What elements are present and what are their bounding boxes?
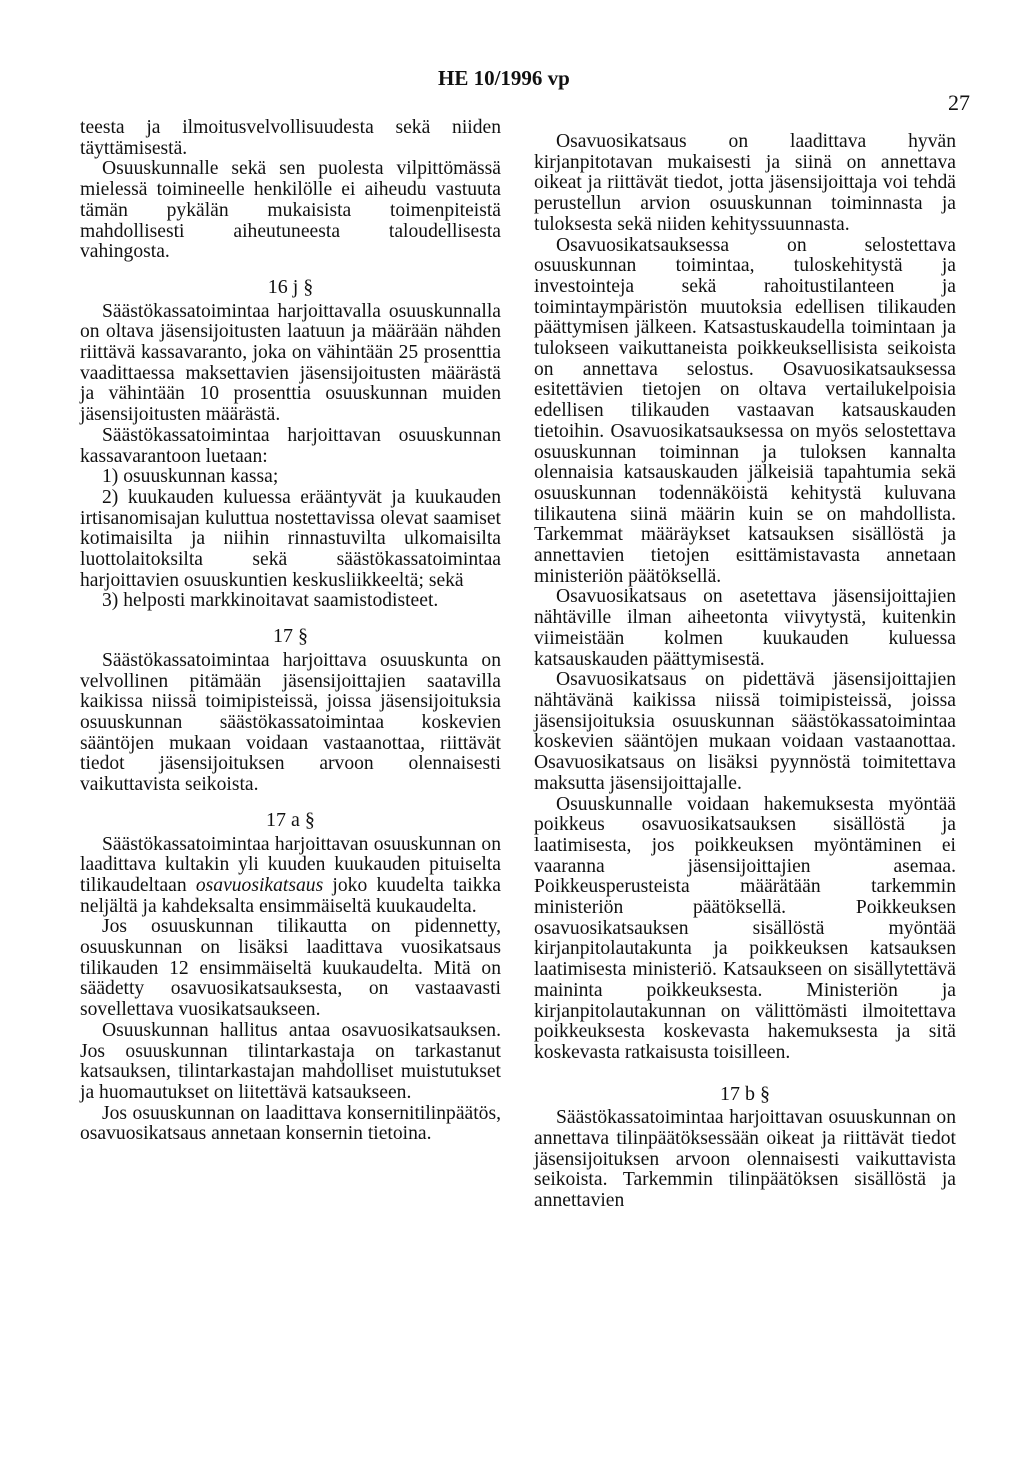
paragraph: Jos osuuskunnan on laadittava konsernitilinpäätös, osavuosikatsaus annetaan konsernin tietoina. <box>80 1102 501 1145</box>
paragraph: Osavuosikatsaus on pidettävä jäsensijoittajien nähtävänä kaikissa niissä toimipisteissä, joissa jäsensijoituksia osuuskunnan säästökassatoimintaa koskevien sääntöjen mukaan voidaan vastaanottaa. Osavuosikatsaus on lisäksi pyynnöstä toimitettava maksutta jäsensijoittajalle. <box>534 669 956 794</box>
section-heading-17b: 17 b § <box>720 1082 770 1105</box>
paragraph: Säästökassatoimintaa harjoittavalla osuuskunnalla on oltava jäsensijoitusten laatuun ja määrään nähden riittävä kassavaranto, joka on vähintään 25 prosenttia vaadittaessa maksettavien jäsensijoitusten määrästä ja vähintään 10 prosenttia osuuskunnan muiden jäsensijoitusten määrästä. <box>80 300 501 426</box>
page-number: 27 <box>948 90 970 115</box>
list-item: 2) kuukauden kuluessa erääntyvät ja kuukauden irtisanomisajan kuluttua nostettavissa olevat saamiset kotimaisilta ja niihin rinnastuvilta ulkomaisilta luottolaitoksilta sekä säästökassatoimintaa harjoittavien osuuskuntien keskusliikkeeltä; sekä <box>80 486 501 591</box>
paragraph: Osavuosikatsaus on laadittava hyvän kirjanpitotavan mukaisesti ja siinä on annettava oikeat ja riittävät tiedot, jotta jäsensijoittaja voi tehdä perustellun arvion osuuskunnan toiminnasta ja tuloksesta sekä niiden kehityssuunnasta. <box>534 131 956 235</box>
document-title: HE 10/1996 vp <box>438 66 570 90</box>
paragraph: Osuuskunnalle sekä sen puolesta vilpittömässä mielessä toimineelle henkilölle ei aiheudu vastuuta tämän pykälän mukaisista toimenpiteistä mahdollisesti aiheutuneesta taloudellisesta vahingosta. <box>80 158 501 263</box>
left-column <box>80 118 501 1145</box>
paragraph: teesta ja ilmoitusvelvollisuudesta sekä niiden täyttämisestä. <box>80 117 501 159</box>
paragraph: Jos osuuskunnan tilikautta on pidennetty, osuuskunnan on lisäksi laadittava vuosikatsaus tilikauden 12 ensimmäiseltä kuukaudelta. Mitä on säädetty osavuosikatsauksesta, on vastaavasti sovellettava vuosikatsaukseen. <box>80 916 501 1021</box>
paragraph: Säästökassatoimintaa harjoittava osuuskunta on velvollinen pitämään jäsensijoittajien saatavilla kaikissa niissä toimipisteissä, joissa jäsensijoituksia osuuskunnan säästökassatoimintaa koskevien sääntöjen mukaan voidaan vastaanottaa, riittävät tiedot jäsensijoituksen arvoon olennaisesti vaikuttavista seikoista. <box>80 649 501 796</box>
paragraph: Osuuskunnan hallitus antaa osavuosikatsauksen. Jos osuuskunnan tilintarkastaja on tarkastanut katsauksen, tilintarkastajan mahdolliset muistutukset ja huomautukset on liitettävä katsaukseen. <box>80 1019 501 1103</box>
text-span: joko kuudelta taikka neljältä ja kahdeksalta ensimmäiseltä kuukaudelta. <box>80 874 501 917</box>
paragraph: Säästökassatoimintaa harjoittavan osuuskunnan on annettava tilinpäätöksessään oikeat ja riittävät tiedot jäsensijoituksen arvoon olennaisesti vaikuttavista seikoista. Tarkemmin tilinpäätöksen sisällöstä ja annettavien <box>534 1107 956 1212</box>
paragraph: Osuuskunnalle voidaan hakemuksesta myöntää poikkeus osavuosikatsauksen sisällöstä ja laatimisesta, jos poikkeuksen myöntäminen ei vaaranna jäsensijoittajien asemaa. Poikkeusperusteista määrätään tarkemmin ministeriön päätöksellä. Poikkeuksen osavuosikatsauksen sisällöstä myöntää kirjanpitolautakunta ja poikkeuksen katsauksen laatimisesta ministeriö. Katsaukseen on sisällytettävä maininta poikkeuksesta. Ministeriön ja kirjanpitolautakunnan on välittömästi ilmoitettava poikkeuksesta koskevasta hakemuksesta ja sitä koskevasta ratkaisusta toisilleen. <box>534 793 956 1063</box>
paragraph <box>80 835 501 918</box>
paragraph: Osavuosikatsaus on asetettava jäsensijoittajien nähtäville ilman aiheetonta viivytystä, kuitenkin viimeistään kolmen kuukauden kuluessa katsauskauden päättymisestä. <box>534 586 956 670</box>
paragraph: Säästökassatoimintaa harjoittavan osuuskunnan kassavarantoon luetaan: <box>80 424 501 467</box>
section-heading-16j: 16 j § <box>267 275 314 298</box>
text-span: Säästökassatoimintaa harjoittavan osuuskunnan on laadittava kultakin yli kuuden kuukauden pituiselta tilikaudeltaan <box>80 833 501 896</box>
right-column <box>534 132 956 1212</box>
paragraph: Osavuosikatsauksessa on selostettava osuuskunnan toimintaa, tuloskehitystä ja investointeja sekä rahoitustilanteen ja toimintaympäristön muutoksia edellisen tilikauden päättymisen jälkeen. Katsastuskaudella toimintaan ja tulokseen vaikuttaneista poikkeuksellisista seikoista on annettava selostus. Osavuosikatsauksessa esitettävien tietojen on oltava vertailukelpoisia edellisen tilikauden vastaavan katsauskauden tietoihin. Osavuosikatsauksessa on myös selostettava osuuskunnan toiminnan ja tuloksen kannalta olennaisia katsauskauden jälkeisiä tapahtumia sekä osuuskunnan todennäköistä kehitystä kuluvana tilikautena siinä määrin kuin se on mahdollista. Tarkemmat määräykset katsauksen sisällöstä ja annettavien tietojen esittämistavasta annetaan ministeriön päätöksellä. <box>534 234 956 587</box>
list-item: 1) osuuskunnan kassa; <box>102 466 279 488</box>
section-heading-17a: 17 a § <box>266 808 315 831</box>
emphasized-term: osavuosikatsaus <box>195 874 324 896</box>
list-item: 3) helposti markkinoitavat saamistodisteet. <box>102 590 439 612</box>
section-heading-17: 17 § <box>273 625 308 648</box>
